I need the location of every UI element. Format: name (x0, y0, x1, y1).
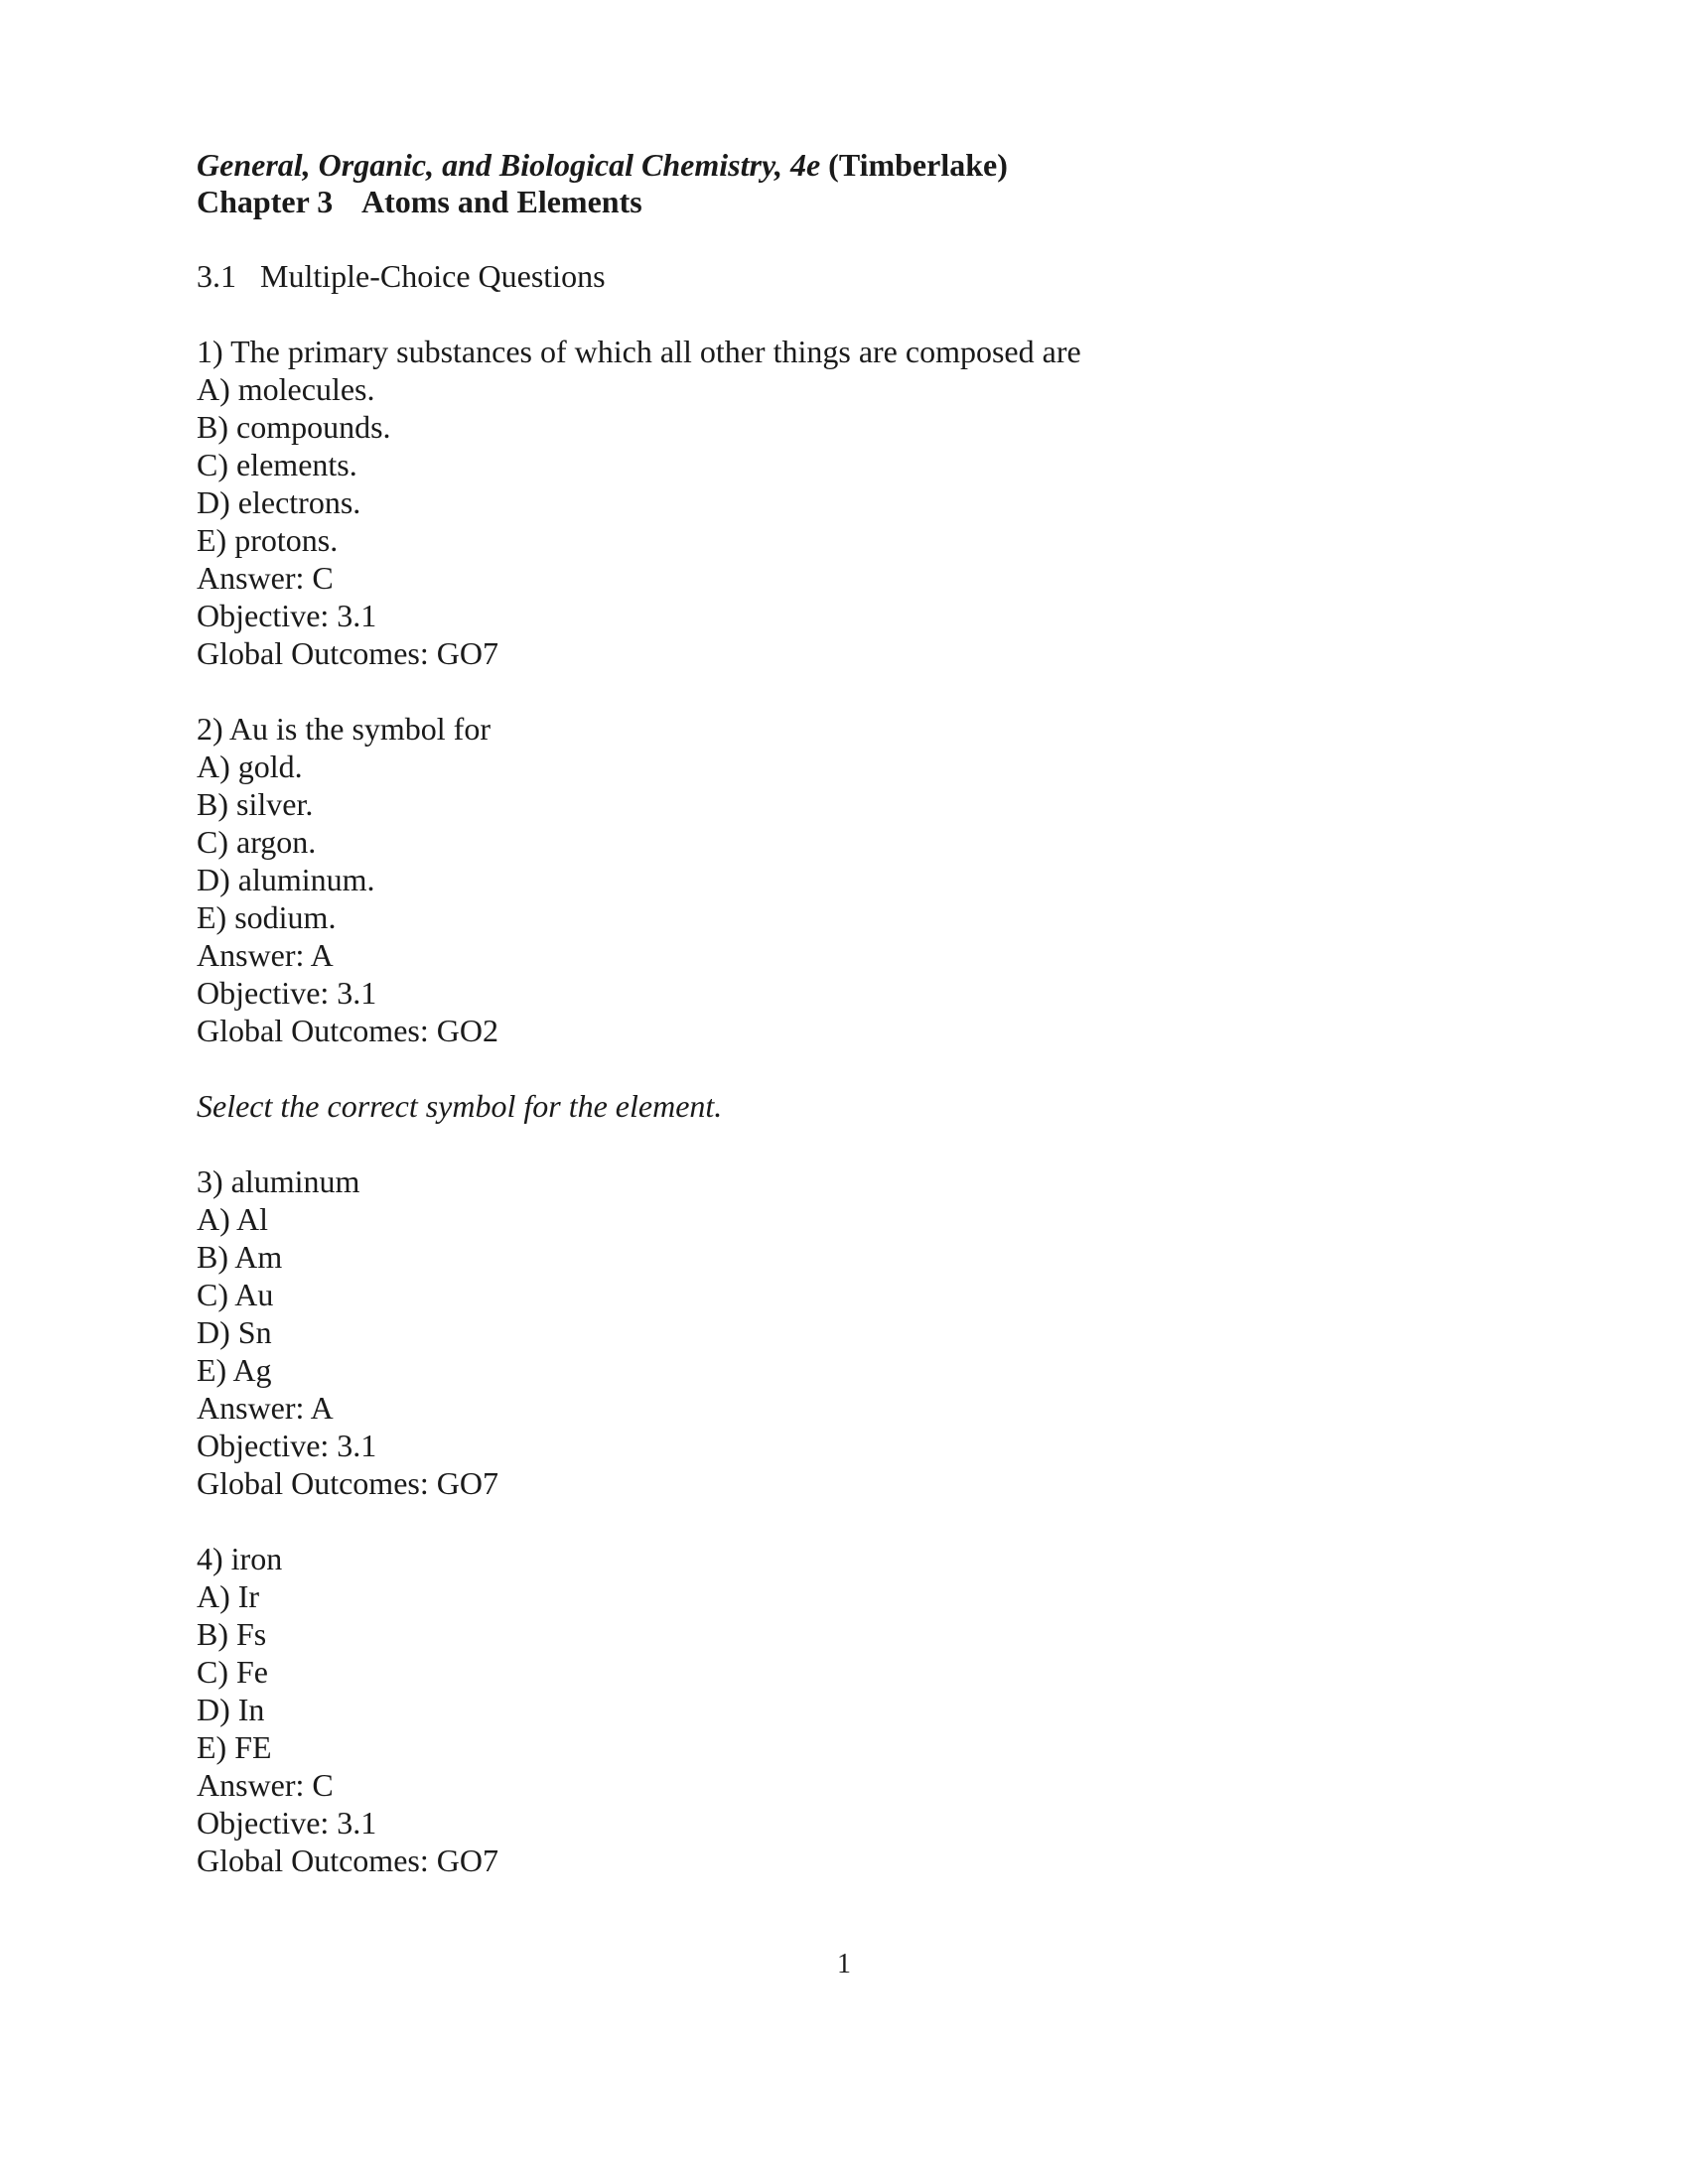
option-c: C) Fe (197, 1654, 268, 1690)
answer: Answer: C (197, 560, 334, 596)
option-e: E) Ag (197, 1352, 272, 1388)
question-3 (197, 1162, 1487, 1502)
option-d: D) aluminum. (197, 862, 375, 897)
chapter-number: Chapter 3 (197, 184, 334, 219)
answer: Answer: C (197, 1767, 334, 1803)
option-a: A) Al (197, 1201, 268, 1237)
question-stem: 4) iron (197, 1541, 283, 1576)
section-number: 3.1 (197, 258, 236, 294)
option-a: A) Ir (197, 1578, 260, 1614)
question-stem: 3) aluminum (197, 1163, 360, 1199)
chapter-title-line (197, 184, 1487, 220)
objective: Objective: 3.1 (197, 1805, 377, 1841)
answer: Answer: A (197, 1390, 334, 1426)
option-d: D) Sn (197, 1314, 272, 1350)
option-c: C) Au (197, 1277, 274, 1312)
option-d: D) In (197, 1692, 265, 1727)
question-4 (197, 1540, 1487, 1879)
book-author: (Timberlake) (828, 147, 1008, 183)
page-number: 1 (837, 1949, 851, 1979)
option-b: B) Fs (197, 1616, 267, 1652)
objective: Objective: 3.1 (197, 598, 377, 633)
section-title: Multiple-Choice Questions (260, 258, 606, 294)
option-e: E) protons. (197, 522, 339, 558)
option-b: B) Am (197, 1239, 283, 1275)
global-outcomes: Global Outcomes: GO7 (197, 1843, 498, 1878)
book-title-line (197, 147, 1487, 184)
document-page (197, 147, 1487, 1879)
question-stem: 2) Au is the symbol for (197, 711, 491, 747)
option-a: A) gold. (197, 749, 303, 784)
option-c: C) argon. (197, 824, 317, 860)
question-stem: 1) The primary substances of which all other things are composed are (197, 334, 1081, 369)
section-heading (197, 257, 1487, 295)
global-outcomes: Global Outcomes: GO7 (197, 635, 498, 671)
question-1 (197, 333, 1487, 672)
global-outcomes: Global Outcomes: GO2 (197, 1013, 498, 1048)
instruction-text: Select the correct symbol for the element. (197, 1088, 723, 1124)
option-d: D) electrons. (197, 484, 361, 520)
objective: Objective: 3.1 (197, 1428, 377, 1463)
answer: Answer: A (197, 937, 334, 973)
question-2 (197, 710, 1487, 1049)
option-c: C) elements. (197, 447, 357, 482)
option-e: E) sodium. (197, 899, 337, 935)
option-b: B) silver. (197, 786, 314, 822)
objective: Objective: 3.1 (197, 975, 377, 1011)
global-outcomes: Global Outcomes: GO7 (197, 1465, 498, 1501)
option-e: E) FE (197, 1729, 272, 1765)
book-title: General, Organic, and Biological Chemistry, 4e (197, 147, 821, 183)
chapter-title: Atoms and Elements (361, 184, 642, 219)
option-b: B) compounds. (197, 409, 391, 445)
option-a: A) molecules. (197, 371, 375, 407)
